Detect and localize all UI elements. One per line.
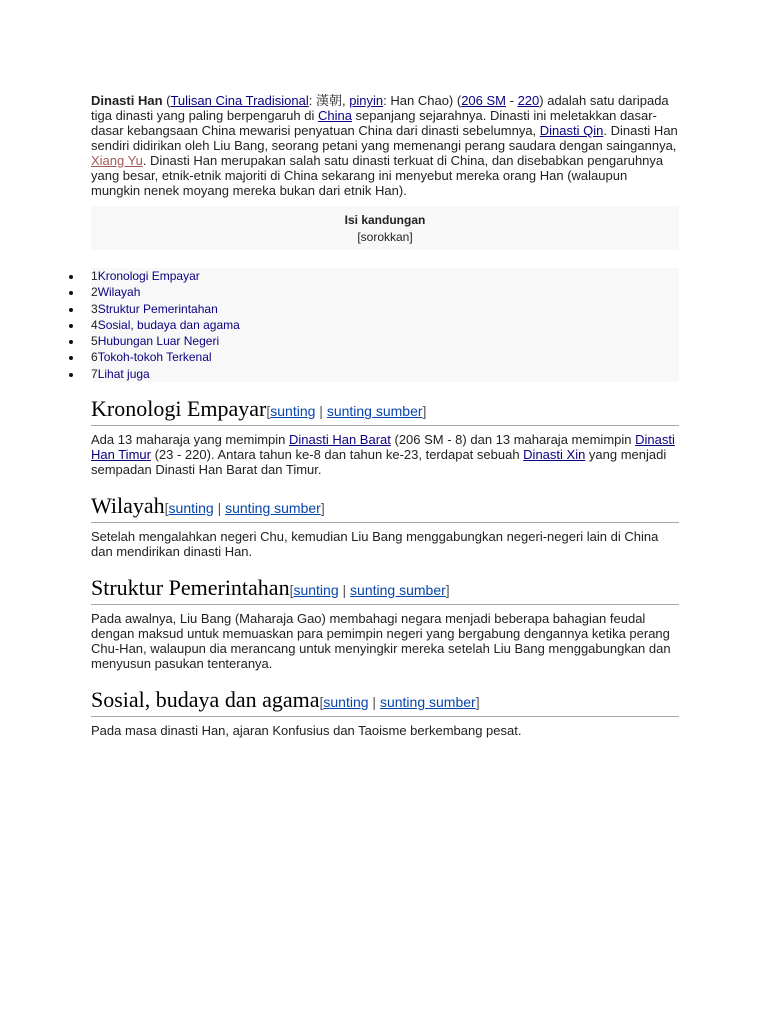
edit-links: [sunting | sunting sumber] (319, 694, 480, 711)
link-dinasti-qin[interactable]: Dinasti Qin (539, 123, 604, 138)
toc-toggle[interactable]: [sorokkan] (357, 230, 413, 244)
toc-item-lihat-juga[interactable]: 7Lihat juga (91, 366, 679, 382)
article-term: Dinasti Han (91, 93, 163, 108)
link-220[interactable]: 220 (517, 93, 540, 108)
section-sosial (91, 687, 679, 738)
paragraph-wilayah: Setelah mengalahkan negeri Chu, kemudian Liu Bang menggabungkan negeri-negeri lain di China dan mendirikan dinasti Han. (91, 529, 659, 560)
section-wilayah (91, 493, 679, 559)
link-206-sm[interactable]: 206 SM (461, 93, 507, 108)
edit-links: [sunting | sunting sumber] (289, 582, 450, 599)
toc-header (91, 206, 679, 250)
edit-source-link[interactable]: sunting sumber (350, 582, 446, 599)
paragraph-struktur: Pada awalnya, Liu Bang (Maharaja Gao) membahagi negara menjadi beberapa bahagian feudal dengan maksud untuk memuaskan para pemimpin negeri yang bergabung dengannya ketika perang Chu-Han, walaupun dia merancang untuk menyingkir mereka setelah Liu Bang menggabungkan dan menyusun pasukan tenteranya. (91, 611, 671, 672)
edit-link[interactable]: sunting (270, 403, 316, 420)
toc-item-kronologi[interactable]: 1Kronologi Empayar (91, 268, 679, 284)
toc-item-struktur[interactable]: 3Struktur Pemerintahan (91, 301, 679, 317)
link-pinyin[interactable]: pinyin (349, 93, 384, 108)
edit-links: [sunting | sunting sumber] (266, 403, 427, 420)
edit-source-link[interactable]: sunting sumber (225, 500, 321, 517)
edit-source-link[interactable]: sunting sumber (326, 403, 423, 420)
edit-links: [sunting | sunting sumber] (164, 500, 325, 517)
heading-struktur: Struktur Pemerintahan[sunting | sunting sumber] (91, 575, 679, 605)
toc-item-tokoh[interactable]: 6Tokoh-tokoh Terkenal (91, 349, 679, 365)
edit-link[interactable]: sunting (168, 500, 214, 517)
toc-title: Isi kandungan (344, 213, 426, 227)
heading-sosial: Sosial, budaya dan agama[sunting | sunting sumber] (91, 687, 679, 717)
edit-link[interactable]: sunting (293, 582, 339, 599)
link-tulisan-cina[interactable]: Tulisan Cina Tradisional (170, 93, 309, 108)
link-dinasti-xin[interactable]: Dinasti Xin (523, 447, 586, 463)
section-kronologi (91, 396, 679, 477)
paragraph-kronologi: Ada 13 maharaja yang memimpin Dinasti Han Barat (206 SM - 8) dan 13 maharaja memimpin Dinasti Han Timur (23 - 220). Antara tahun ke-8 dan tahun ke-23, terdapat sebuah Dinasti Xin yang menjadi sempadan Dinasti Han Barat dan Timur. (91, 432, 675, 478)
article-content (91, 93, 679, 738)
link-xiang-yu[interactable]: Xiang Yu (91, 153, 143, 168)
toc-item-wilayah[interactable]: 2Wilayah (91, 284, 679, 300)
toc-list (91, 268, 679, 382)
toc-item-hubungan[interactable]: 5Hubungan Luar Negeri (91, 333, 679, 349)
link-dinasti-han-barat[interactable]: Dinasti Han Barat (289, 432, 391, 448)
intro-paragraph: Dinasti Han (Tulisan Cina Tradisional: 漢朝, pinyin: Han Chao) (206 SM - 220) adalah satu daripada tiga dinasti yang paling berpengaruh di China sepanjang sejarahnya. Dinasti ini meletakkan dasar-dasar kebangsaan China mewarisi penyatuan China dari dinasti sebelumnya, Dinasti Qin. Dinasti Han sendiri didirikan oleh Liu Bang, seorang petani yang memenangi perang saudara dengan saingannya, Xiang Yu. Dinasti Han merupakan salah satu dinasti terkuat di China, dan disebabkan pengaruhnya yang besar, etnik-etnik majoriti di China sekarang ini menyebut mereka orang Han (walaupun mungkin nenek moyang mereka bukan dari etnik Han). (91, 93, 678, 198)
edit-source-link[interactable]: sunting sumber (379, 694, 476, 711)
link-dinasti-han-timur[interactable]: Dinasti Han Timur (91, 432, 675, 463)
link-china[interactable]: China (317, 108, 352, 123)
edit-link[interactable]: sunting (323, 694, 369, 711)
paragraph-sosial: Pada masa dinasti Han, ajaran Konfusius dan Taoisme berkembang pesat. (91, 723, 522, 739)
heading-kronologi: Kronologi Empayar[sunting | sunting sumber] (91, 396, 679, 426)
section-struktur (91, 575, 679, 671)
heading-wilayah: Wilayah[sunting | sunting sumber] (91, 493, 679, 523)
toc-item-sosial[interactable]: 4Sosial, budaya dan agama (91, 317, 679, 333)
